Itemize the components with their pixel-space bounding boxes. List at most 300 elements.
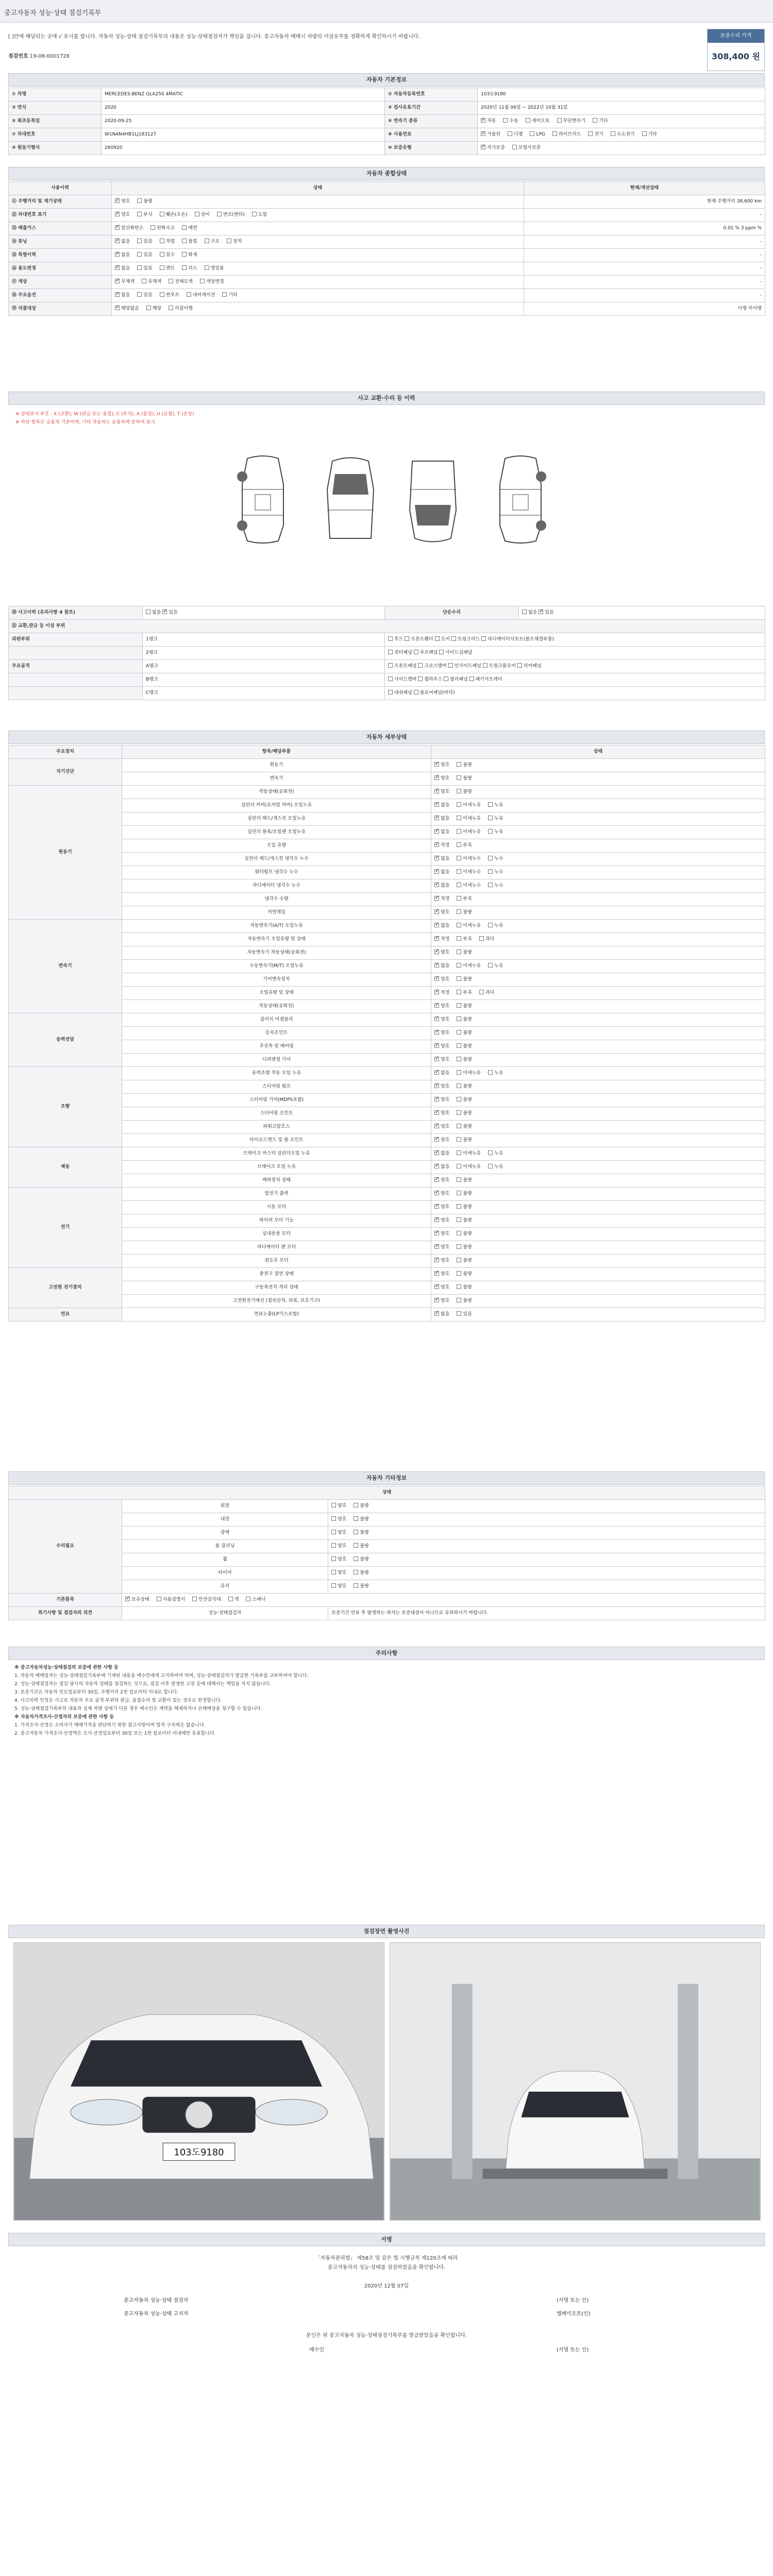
status-state: ✓ 없음 있음 침수 화재 xyxy=(112,249,524,262)
frame-label: 주요골격 xyxy=(9,660,143,673)
options-state: 양호 불량 xyxy=(328,1500,765,1513)
frame-b-label: B랭크 xyxy=(143,673,385,687)
detail-header-state: 상태 xyxy=(431,745,765,759)
status-item: ⑯ 용도변경 xyxy=(9,262,112,276)
detail-item: 시동 모터 xyxy=(122,1201,431,1214)
price-box xyxy=(707,29,765,71)
price-value: 308,400 원 xyxy=(712,52,760,61)
section-status: 자동차 종합상태 xyxy=(8,167,765,180)
note-line: 2. 성능·상태점검자는 점검 당시의 자동차 상태를 점검하는 것으로, 점검 이후 발생한 고장 등에 대해서는 책임을 지지 않습니다. xyxy=(14,1682,271,1687)
basic-value: 103도9180 xyxy=(478,88,765,101)
options-item: 광택 xyxy=(122,1527,328,1540)
detail-group: 원동기 xyxy=(9,786,122,920)
detail-row xyxy=(9,1308,765,1321)
detail-item: 스티어링 펌프 xyxy=(122,1080,431,1094)
section-detail-status: 자동차 세부상태 xyxy=(8,731,765,744)
frame-label-3 xyxy=(9,687,143,700)
notice-text: [ ]안에 해당되는 곳에 √ 표시를 합니다. 자동차 성능·상태 점검기록부의 내용은 성능·상태점검자가 책임을 집니다. 중고자동차 매매시 차량의 이상유무를 정확하게 확인하시기 바랍니다. xyxy=(8,34,420,40)
page-title: 중고자동차 성능·상태 점검기록부 xyxy=(4,9,102,17)
diagram-legend-2: ※ 하단 항목은 승용차 기준이며, 기타 자동차는 승용차에 준하여 표시 xyxy=(15,420,155,425)
detail-state: ✓ 양호 불량 xyxy=(431,1255,765,1268)
detail-item: 브레이크 마스터 실린더오일 누유 xyxy=(122,1147,431,1161)
status-header-state: 상태 xyxy=(112,182,524,195)
detail-item: 파워고압호스 xyxy=(122,1121,431,1134)
opinion-text: 보증기간 만료 후 발생하는 하자는 보증대상이 아니므로 유의하시기 바랍니다. xyxy=(328,1607,765,1620)
basic-value: 2020년 11월 06일 ~ 2022년 10월 31일 xyxy=(478,101,765,115)
basic-label: ⑩ 보증유형 xyxy=(385,142,478,155)
detail-item: 동력조향 작동 오일 누유 xyxy=(122,1067,431,1080)
parts-label: ㉑ 교환,판금 등 이상 부위 xyxy=(9,620,765,633)
detail-item: 자동변속기(A/T) 오일누유 xyxy=(122,920,431,933)
detail-row xyxy=(9,1027,765,1040)
detail-state: ✓ 양호 불량 xyxy=(431,1201,765,1214)
detail-item: 배력장치 상태 xyxy=(122,1174,431,1188)
car-top-rear-diagram xyxy=(397,453,469,546)
status-state: ✓ 무채색 유채색 전체도색 색상변경 xyxy=(112,276,524,289)
inspector-label: 중고자동차 성능·상태 점검자 xyxy=(124,2298,189,2303)
note-line: ※ 자동차가격조사·산정자의 보증에 관한 사항 등 xyxy=(14,1715,114,1720)
rank1-parts: 후드 프론트휀더 도어 트렁크리드 라디에이터서포트(볼트체결부품) xyxy=(385,633,765,647)
basic-info-table xyxy=(8,88,765,155)
basic-value: 2020-09-25 xyxy=(102,115,385,128)
detail-row xyxy=(9,866,765,879)
frame-a-parts: 프론트패널 크로스멤버 인사이드패널 트렁크플로어 리어패널 xyxy=(385,660,765,673)
rank2-label: 2랭크 xyxy=(143,647,385,660)
detail-row xyxy=(9,1174,765,1188)
detail-item: 충전구 절연 상태 xyxy=(122,1268,431,1281)
detail-item: 실린더 헤드/개스킷 오일누유 xyxy=(122,812,431,826)
options-row xyxy=(9,1553,765,1567)
accident-label: ⑳ 사고이력 (유의사항 4 참조) xyxy=(9,606,143,620)
basic-value: 260920 xyxy=(102,142,385,155)
detail-state: ✓ 없음 미세누유 누유 xyxy=(431,1161,765,1174)
detail-state: ✓ 양호 불량 xyxy=(431,1174,765,1188)
section-basic-info: 자동차 기본정보 xyxy=(8,73,765,87)
detail-item: 자동변속기 오일유량 및 상태 xyxy=(122,933,431,946)
status-current: 0.01 % 3 ppm % xyxy=(524,222,765,235)
status-current: - xyxy=(524,276,765,289)
status-state: ✓ 일산화탄소 탄화수소 매연 xyxy=(112,222,524,235)
detail-item: 기어변속장치 xyxy=(122,973,431,987)
basic-value: ✓ 가솔린 디젤 LPG 하이브리드 전기 수소전기 기타 xyxy=(478,128,765,142)
detail-state: ✓ 양호 불량 xyxy=(431,1094,765,1107)
note-line: ※ 중고자동차성능·상태점검의 보증에 관한 사항 등 xyxy=(14,1665,119,1670)
rank2-parts: 쿼터패널 루프패널 사이드실패널 xyxy=(385,647,765,660)
detail-state: ✓ 적정 부족 과다 xyxy=(431,987,765,1000)
basic-label: ⑨ 원동기형식 xyxy=(9,142,102,155)
status-state: ✓ 없음 있음 썬루프 네비게이션 기타 xyxy=(112,289,524,302)
detail-row xyxy=(9,759,765,772)
detail-row xyxy=(9,1214,765,1228)
detail-row xyxy=(9,799,765,812)
car-right-side-diagram xyxy=(484,453,557,546)
options-row xyxy=(9,1527,765,1540)
accident-table xyxy=(8,606,765,700)
detail-item: 스티어링 기어(MDPS포함) xyxy=(122,1094,431,1107)
detail-group: 조향 xyxy=(9,1067,122,1147)
status-row xyxy=(9,276,765,289)
detail-state: ✓ 양호 불량 xyxy=(431,1228,765,1241)
detail-item: 와이퍼 모터 기능 xyxy=(122,1214,431,1228)
car-top-front-diagram xyxy=(314,453,386,546)
basic-label: ⑦ 차대번호 xyxy=(9,128,102,142)
detail-row xyxy=(9,1013,765,1027)
detail-state: ✓ 없음 있음 xyxy=(431,1308,765,1321)
signature-date: 2020년 12월 07일 xyxy=(364,2283,409,2289)
section-options: 자동차 기타정보 xyxy=(8,1471,765,1485)
detail-state: ✓ 양호 불량 xyxy=(431,1295,765,1308)
detail-state: ✓ 없음 미세누유 누유 xyxy=(431,812,765,826)
basic-label: ⑧ 사용연료 xyxy=(385,128,478,142)
status-item: ⑪ 주행거리 및 계기상태 xyxy=(9,195,112,209)
basic-value: 2020 xyxy=(102,101,385,115)
document-number: 점검번호 19-08-0001728 xyxy=(8,54,70,59)
price-label: 보증수리 가격 xyxy=(708,29,764,43)
accident-value: 없음 ✓있음 xyxy=(143,606,385,620)
outer-panel-label-2 xyxy=(9,647,143,660)
options-row xyxy=(9,1500,765,1513)
detail-state: ✓ 양호 불량 xyxy=(431,1188,765,1201)
repair-label: 단순수리 xyxy=(385,606,519,620)
detail-state: ✓ 없음 미세누수 누수 xyxy=(431,866,765,879)
basic-label: ② 자동차등록번호 xyxy=(385,88,478,101)
detail-row xyxy=(9,1094,765,1107)
options-row xyxy=(9,1580,765,1594)
car-left-side-diagram xyxy=(227,453,299,546)
detail-row xyxy=(9,1228,765,1241)
basic-label: ③ 연식 xyxy=(9,101,102,115)
detail-item: 작동상태(공회전) xyxy=(122,786,431,799)
options-header: 상태 xyxy=(9,1486,765,1500)
detail-state: ✓ 적정 부족 과다 xyxy=(431,933,765,946)
frame-c-parts: 대쉬패널 플로어패널(바닥) xyxy=(385,687,765,700)
status-row xyxy=(9,289,765,302)
status-current: - xyxy=(524,249,765,262)
options-item: 유리 xyxy=(122,1580,328,1594)
status-row xyxy=(9,222,765,235)
detail-row xyxy=(9,1255,765,1268)
basic-row xyxy=(9,128,765,142)
detail-state: ✓ 양호 불량 xyxy=(431,1040,765,1054)
svg-text:103도9180: 103도9180 xyxy=(174,2147,224,2158)
detail-row xyxy=(9,1000,765,1013)
basic-row xyxy=(9,101,765,115)
options-table xyxy=(8,1486,765,1620)
receipt-text: 본인은 위 중고자동차 성능·상태점검기록부를 발급받았음을 확인합니다. xyxy=(306,2333,467,2338)
detail-item: 실내송풍 모터 xyxy=(122,1228,431,1241)
detail-item: 실린더 블록/오일팬 오일누유 xyxy=(122,826,431,839)
detail-row xyxy=(9,1241,765,1255)
detail-state: ✓ 없음 미세누유 누유 xyxy=(431,1147,765,1161)
status-state: ✓ 해당없음 해당 리콜이행 xyxy=(112,302,524,316)
basic-row xyxy=(9,115,765,128)
detail-item: 원동기 xyxy=(122,759,431,772)
status-row xyxy=(9,235,765,249)
detail-row xyxy=(9,853,765,866)
detail-item: 발전기 출력 xyxy=(122,1188,431,1201)
inspector-sign: (서명 또는 인) xyxy=(557,2298,589,2303)
status-state: ✓ 없음 있음 렌트 리스 영업용 xyxy=(112,262,524,276)
detail-table xyxy=(8,745,765,1321)
status-current: 이행 미이행 xyxy=(524,302,765,316)
detail-row xyxy=(9,1134,765,1147)
basic-label: ⑤ 최초등록일 xyxy=(9,115,102,128)
section-signature: 서명 xyxy=(8,2233,765,2246)
detail-group: 고전원 전기장치 xyxy=(9,1268,122,1308)
detail-row xyxy=(9,826,765,839)
options-group: 수리필요 xyxy=(9,1500,122,1594)
signature-line-2: 중고자동차의 성능·상태를 점검하였음을 확인합니다. xyxy=(327,2265,446,2270)
detail-state: ✓ 양호 불량 xyxy=(431,1241,765,1255)
detail-item: 변속기 xyxy=(122,772,431,786)
detail-state: ✓ 적정 부족 xyxy=(431,839,765,853)
detail-item: 윈도우 모터 xyxy=(122,1255,431,1268)
detail-row xyxy=(9,946,765,960)
detail-row xyxy=(9,1067,765,1080)
detail-row xyxy=(9,1040,765,1054)
basic-label: ① 차명 xyxy=(9,88,102,101)
detail-item: 라디에이터 냉각수 누수 xyxy=(122,879,431,893)
detail-item: 실린더 커버(로커암 커버) 오일누유 xyxy=(122,799,431,812)
detail-item: 커먼레일 xyxy=(122,906,431,920)
status-header-item: 사용이력 xyxy=(9,182,112,195)
options-state: 양호 불량 xyxy=(328,1553,765,1567)
inspection-photo-lift xyxy=(390,1942,761,2221)
detail-state: ✓ 양호 불량 xyxy=(431,946,765,960)
detail-item: 타이로드엔드 및 볼 조인트 xyxy=(122,1134,431,1147)
detail-row xyxy=(9,1107,765,1121)
detail-state: ✓ 양호 불량 xyxy=(431,1000,765,1013)
inspection-photo-front xyxy=(13,1942,384,2221)
detail-row xyxy=(9,812,765,826)
basic-value: ✓ 자가보증 보험사보증 xyxy=(478,142,765,155)
status-item: ⑮ 특별이력 xyxy=(9,249,112,262)
detail-row xyxy=(9,987,765,1000)
detail-item: 작동상태(공회전) xyxy=(122,1000,431,1013)
detail-state: ✓ 양호 불량 xyxy=(431,1134,765,1147)
detail-item: 스티어링 조인트 xyxy=(122,1107,431,1121)
status-item: ⑬ 배출가스 xyxy=(9,222,112,235)
detail-row xyxy=(9,1201,765,1214)
detail-item: 수동변속기(M/T) 오일누유 xyxy=(122,960,431,973)
detail-state: ✓ 없음 미세누유 누유 xyxy=(431,826,765,839)
opinion-label: 특기사항 및 점검자의 의견 xyxy=(9,1607,122,1620)
options-item: 휠 xyxy=(122,1553,328,1567)
detail-state: ✓ 양호 불량 xyxy=(431,1054,765,1067)
detail-row xyxy=(9,1268,765,1281)
status-current: 현재 주행거리 38,600 km xyxy=(524,195,765,209)
status-row xyxy=(9,209,765,222)
section-accident-diagram: 사고 교환·수리 등 이력 xyxy=(8,392,765,405)
detail-item: 오일 유량 xyxy=(122,839,431,853)
status-row xyxy=(9,249,765,262)
basic-items-label: 기본품목 xyxy=(9,1594,122,1607)
detail-row xyxy=(9,960,765,973)
detail-row xyxy=(9,839,765,853)
detail-group: 자기진단 xyxy=(9,759,122,786)
detail-header-item: 항목/해당부품 xyxy=(122,745,431,759)
notes-text xyxy=(14,1664,761,1738)
note-line: 2. 중고자동차 가격조사·산정액은 조사·산정일로부터 30일 또는 1천 킬로미터 이내에만 유효합니다. xyxy=(14,1731,216,1736)
section-photos: 점검장면 촬영사진 xyxy=(8,1925,765,1938)
opinion-inspector: 성능·상태점검자 xyxy=(122,1607,328,1620)
notice-person-sign: 엘케이오토(인) xyxy=(557,2311,591,2317)
basic-label: ④ 검사유효기간 xyxy=(385,101,478,115)
detail-state: ✓ 양호 불량 xyxy=(431,1281,765,1295)
basic-value: ✓ 자동 수동 세미오토 무단변속기 기타 xyxy=(478,115,765,128)
detail-group: 제동 xyxy=(9,1147,122,1188)
detail-row xyxy=(9,933,765,946)
detail-state: ✓ 없음 미세누수 누수 xyxy=(431,853,765,866)
status-current: - xyxy=(524,209,765,222)
detail-item: 워터펌프 냉각수 누수 xyxy=(122,866,431,879)
options-state: 양호 불량 xyxy=(328,1513,765,1527)
detail-state: ✓ 양호 불량 xyxy=(431,906,765,920)
frame-label-2 xyxy=(9,673,143,687)
detail-state: ✓ 없음 미세누유 누유 xyxy=(431,1067,765,1080)
status-row xyxy=(9,262,765,276)
section-notes: 주의사항 xyxy=(8,1647,765,1660)
title-bar xyxy=(0,0,773,23)
detail-state: ✓ 양호 불량 xyxy=(431,1121,765,1134)
detail-row xyxy=(9,1295,765,1308)
detail-row xyxy=(9,1054,765,1067)
note-line: 5. 성능·상태점검기록부의 내용과 실제 차량 상태가 다른 경우 매수인은 계약을 해제하거나 손해배상을 청구할 수 있습니다. xyxy=(14,1706,262,1711)
detail-item: 고전원전기배선 (접속단자, 피복, 보호기구) xyxy=(122,1295,431,1308)
rank1-label: 1랭크 xyxy=(143,633,385,647)
options-row xyxy=(9,1540,765,1553)
detail-state: ✓ 양호 불량 xyxy=(431,973,765,987)
detail-item: 연료누출(LP가스포함) xyxy=(122,1308,431,1321)
detail-row xyxy=(9,1281,765,1295)
options-item: 외장 xyxy=(122,1500,328,1513)
status-current: - xyxy=(524,262,765,276)
status-state: ✓ 양호 부식 훼손(오손) 상이 변조(변타) 도말 xyxy=(112,209,524,222)
detail-row xyxy=(9,786,765,799)
options-item: 타이어 xyxy=(122,1567,328,1580)
detail-item: 브레이크 오일 누유 xyxy=(122,1161,431,1174)
note-line: 4. 사고이력 인정은 사고로 자동차 주요 골격 부위의 판금, 용접수리 및 교환이 있는 경우로 한정합니다. xyxy=(14,1698,222,1703)
detail-item: 냉각수 수량 xyxy=(122,893,431,906)
repair-value: 없음 ✓있음 xyxy=(519,606,765,620)
basic-value: W1N4N4HB1LJ183127 xyxy=(102,128,385,142)
detail-row xyxy=(9,879,765,893)
detail-item: 클러치 어셈블리 xyxy=(122,1013,431,1027)
frame-a-label: A랭크 xyxy=(143,660,385,673)
detail-item: 실린더 헤드/개스킷 냉각수 누수 xyxy=(122,853,431,866)
detail-state: ✓ 없음 미세누수 누수 xyxy=(431,879,765,893)
status-table xyxy=(8,181,765,316)
signature-line-1: 「자동차관리법」 제58조 및 같은 법 시행규칙 제120조에 따라 xyxy=(315,2256,458,2261)
basic-value: MERCEDES-BENZ GLA250 4MATIC xyxy=(102,88,385,101)
note-line: 1. 가격조사·산정은 소비자가 매매가격을 판단하기 위한 참고사항이며 법적 구속력은 없습니다. xyxy=(14,1723,206,1728)
detail-item: 등속조인트 xyxy=(122,1027,431,1040)
detail-row xyxy=(9,1080,765,1094)
status-item: ⑱ 주요옵션 xyxy=(9,289,112,302)
options-row xyxy=(9,1513,765,1527)
options-item: 내장 xyxy=(122,1513,328,1527)
detail-state: ✓ 없음 미세누유 누유 xyxy=(431,799,765,812)
basic-row xyxy=(9,88,765,101)
status-state: ✓ 없음 있음 적법 불법 구조 장치 xyxy=(112,235,524,249)
basic-items-row xyxy=(9,1594,765,1607)
basic-row xyxy=(9,142,765,155)
detail-state: ✓ 양호 불량 xyxy=(431,1013,765,1027)
detail-state: ✓ 양호 불량 xyxy=(431,772,765,786)
detail-group: 전기 xyxy=(9,1188,122,1268)
detail-group: 변속기 xyxy=(9,920,122,1013)
outer-panel-label: 외판부위 xyxy=(9,633,143,647)
status-current: - xyxy=(524,289,765,302)
options-state: 양호 불량 xyxy=(328,1540,765,1553)
options-state: 양호 불량 xyxy=(328,1527,765,1540)
detail-item: 추진축 및 베어링 xyxy=(122,1040,431,1054)
status-header-current: 현재/개선상태 xyxy=(524,182,765,195)
notice-person-label: 중고자동차 성능·상태 고지자 xyxy=(124,2311,189,2317)
detail-row xyxy=(9,893,765,906)
status-row xyxy=(9,302,765,316)
status-item: ⑲ 리콜대상 xyxy=(9,302,112,316)
detail-row xyxy=(9,1121,765,1134)
basic-items-value: ✓ 보유상태 사용설명서 안전삼각대 잭 스패너 xyxy=(122,1594,765,1607)
detail-row xyxy=(9,920,765,933)
status-item: ⑭ 튜닝 xyxy=(9,235,112,249)
detail-state: ✓ 없음 미세누유 누유 xyxy=(431,960,765,973)
detail-row xyxy=(9,772,765,786)
detail-group: 연료 xyxy=(9,1308,122,1321)
detail-item: 라디에이터 팬 모터 xyxy=(122,1241,431,1255)
detail-row xyxy=(9,1188,765,1201)
detail-state: ✓ 없음 미세누유 누유 xyxy=(431,920,765,933)
detail-state: ✓ 양호 불량 xyxy=(431,786,765,799)
detail-state: ✓ 양호 불량 xyxy=(431,1268,765,1281)
status-current: - xyxy=(524,235,765,249)
detail-row xyxy=(9,906,765,920)
detail-state: ✓ 양호 불량 xyxy=(431,759,765,772)
detail-state: ✓ 양호 불량 xyxy=(431,1107,765,1121)
detail-row xyxy=(9,973,765,987)
receiver-label: 매수인 xyxy=(309,2347,324,2353)
detail-item: 자동변속기 작동상태(공회전) xyxy=(122,946,431,960)
detail-item: 디퍼렌셜 기어 xyxy=(122,1054,431,1067)
detail-state: ✓ 양호 불량 xyxy=(431,1080,765,1094)
detail-state: ✓ 양호 불량 xyxy=(431,1214,765,1228)
detail-item: 구동축전지 격리 상태 xyxy=(122,1281,431,1295)
opinion-row xyxy=(9,1607,765,1620)
detail-state: ✓ 적정 부족 xyxy=(431,893,765,906)
detail-header-device: 주요장치 xyxy=(9,745,122,759)
detail-group: 동력전달 xyxy=(9,1013,122,1067)
options-item: 룸 클리닝 xyxy=(122,1540,328,1553)
status-row xyxy=(9,195,765,209)
frame-c-label: C랭크 xyxy=(143,687,385,700)
receiver-sign: (서명 또는 인) xyxy=(557,2347,589,2353)
note-line: 3. 보증기간은 자동차 인도일로부터 30일, 주행거리 2천 킬로미터 이내로 합니다. xyxy=(14,1690,179,1695)
options-row xyxy=(9,1567,765,1580)
options-state: 양호 불량 xyxy=(328,1580,765,1594)
detail-item: 오일유량 및 상태 xyxy=(122,987,431,1000)
status-state: ✓ 양호 불량 xyxy=(112,195,524,209)
detail-state: ✓ 양호 불량 xyxy=(431,1027,765,1040)
detail-row xyxy=(9,1147,765,1161)
detail-row xyxy=(9,1161,765,1174)
basic-label: ⑥ 변속기 종류 xyxy=(385,115,478,128)
frame-b-parts: 사이드멤버 휠하우스 필러패널 패키지트레이 xyxy=(385,673,765,687)
status-item: ⑰ 색상 xyxy=(9,276,112,289)
diagram-legend-1: ※ 상태표시 부호 : X (교환), W (판금 또는 용접), C (부식), A (흠집), U (요철), T (손상) xyxy=(15,412,194,417)
note-line: 1. 자동차 매매업자는 성능·상태점검기록부에 기재된 내용을 매수인에게 고지하여야 하며, 성능·상태점검자가 발급한 기록부를 교부하여야 합니다. xyxy=(14,1673,309,1679)
status-item: ⑫ 차대번호 표기 xyxy=(9,209,112,222)
